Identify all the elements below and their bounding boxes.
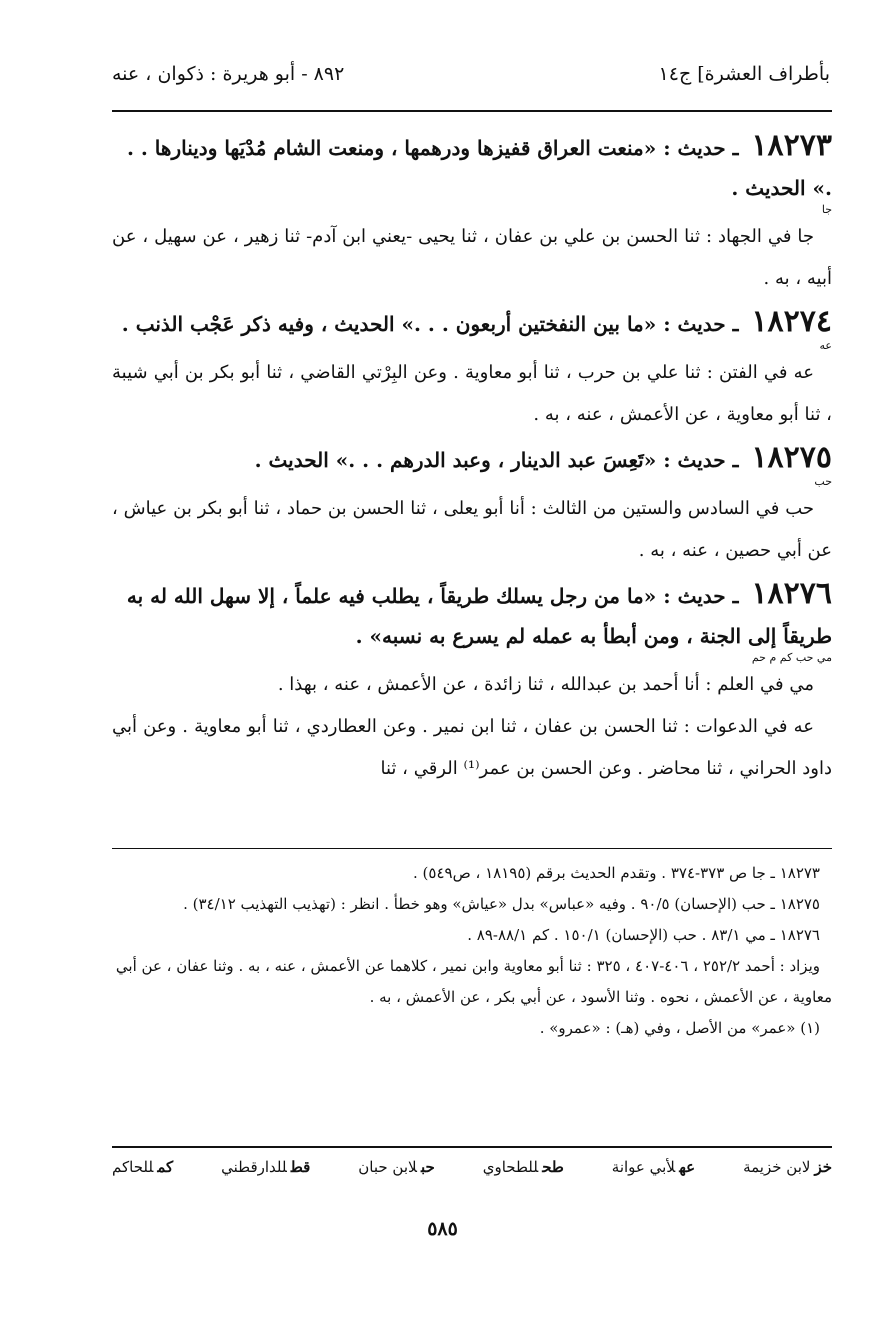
header-rule — [112, 110, 832, 112]
abbreviation-legend — [112, 1158, 832, 1176]
footnote: ١٨٢٧٥ ـ حب (الإحسان) ٩٠/٥ . وفيه «عباس» بدل «عياش» وهو خطأ . انظر : (تهذيب التهذيب ٣٤/١٢) . — [183, 895, 820, 913]
legend-item: خزلابن خزيمة — [743, 1158, 832, 1176]
hadith-heading — [112, 126, 832, 216]
legend-item: حبلابن حبان — [358, 1158, 435, 1176]
isnad-chain: عه في الدعوات : ثنا الحسن بن عفان ، ثنا ابن نمير . وعن العطاردي ، ثنا أبو معاوية . وعن أبي داود الحراني ، ثنا محاضر . وعن الحسن بن عمر⁽¹⁾ الرقي ، ثنا — [112, 716, 832, 779]
source-sigla: مي حب كم م حم — [751, 651, 832, 664]
footnote: ويزاد : أحمد ٢٥٢/٢ ، ٤٠٦-٤٠٧ ، ٣٢٥ : ثنا أبو معاوية وابن نمير ، كلاهما عن الأعمش ، عنه ، به . وثنا عفان ، عن أبي معاوية ، عن الأعمش ، نحوه . وثنا الأسود ، عن أبي بكر ، عن الأعمش ، به . — [115, 957, 832, 1006]
running-header — [112, 50, 830, 98]
isnad-chain: مي في العلم : أنا أحمد بن عبدالله ، ثنا زائدة ، عن الأعمش ، عنه ، بهذا . — [277, 674, 814, 695]
legend-item: طحللطحاوي — [482, 1158, 564, 1176]
footnotes — [112, 858, 832, 1044]
legend-item: عهلأبي عوانة — [611, 1158, 696, 1176]
page-number: ٥٨٥ — [427, 1218, 458, 1240]
main-text — [112, 126, 832, 792]
hadith-text: ـ حديث : «ما بين النفختين أربعون . . .» الحديث ، وفيه ذكر عَجْب الذنب . — [121, 312, 739, 336]
footnote-rule — [112, 848, 832, 849]
hadith-heading — [112, 302, 832, 352]
hadith-entry — [112, 574, 832, 790]
hadith-entry — [112, 126, 832, 300]
hadith-text: ـ حديث : «تَعِسَ عبد الدينار ، وعبد الدرهم . . .» الحديث . — [254, 448, 739, 472]
hadith-number: ١٨٢٧٦ — [751, 576, 832, 611]
footnote: (١) «عمر» من الأصل ، وفي (هـ) : «عمرو» . — [539, 1019, 820, 1037]
source-sigla: جا — [821, 203, 832, 216]
isnad-chain: عه في الفتن : ثنا علي بن حرب ، ثنا أبو معاوية . وعن البِرْتي القاضي ، ثنا أبو بكر بن أبي شيبة ، ثنا أبو معاوية ، عن الأعمش ، عنه ، به . — [112, 362, 832, 425]
hadith-number: ١٨٢٧٤ — [751, 304, 832, 339]
hadith-text: ـ حديث : «منعت العراق قفيزها ودرهمها ، ومنعت الشام مُدْيَها ودينارها . . .» الحديث . — [126, 136, 832, 200]
footnote: ١٨٢٧٦ ـ مي ٨٣/١ . حب (الإحسان) ١٥٠/١ . كم ٨٨/١-٨٩ . — [467, 926, 820, 944]
hadith-number: ١٨٢٧٥ — [751, 440, 832, 475]
isnad-chain: جا في الجهاد : ثنا الحسن بن علي بن عفان ، ثنا يحيى -يعني ابن آدم- ثنا زهير ، عن سهيل ، عن أبيه ، به . — [112, 226, 832, 289]
legend-item: كمللحاكم — [112, 1158, 174, 1176]
header-section: ٨٩٢ - أبو هريرة : ذكوان ، عنه — [112, 63, 345, 85]
legend-item: قطللدارقطني — [221, 1158, 311, 1176]
hadith-number: ١٨٢٧٣ — [751, 128, 832, 163]
header-volume: بأطراف العشرة] ج١٤ — [658, 63, 830, 85]
hadith-heading — [112, 574, 832, 664]
hadith-entry — [112, 438, 832, 572]
hadith-entry — [112, 302, 832, 436]
footnote: ١٨٢٧٣ ـ جا ص ٣٧٣-٣٧٤ . وتقدم الحديث برقم (١٨١٩٥ ، ص٥٤٩) . — [413, 864, 820, 882]
hadith-text: ـ حديث : «ما من رجل يسلك طريقاً ، يطلب فيه علماً ، إلا سهل الله له به طريقاً إلى الجنة ، ومن أبطأ به عمله لم يسرع به نسبه» . — [126, 584, 832, 648]
hadith-heading — [112, 438, 832, 488]
source-sigla: حب — [814, 475, 832, 488]
source-sigla: عه — [819, 339, 832, 352]
isnad-chain: حب في السادس والستين من الثالث : أنا أبو يعلى ، ثنا الحسن بن حماد ، ثنا أبو بكر بن عياش ، عن أبي حصين ، عنه ، به . — [112, 498, 832, 561]
legend-rule — [112, 1146, 832, 1148]
